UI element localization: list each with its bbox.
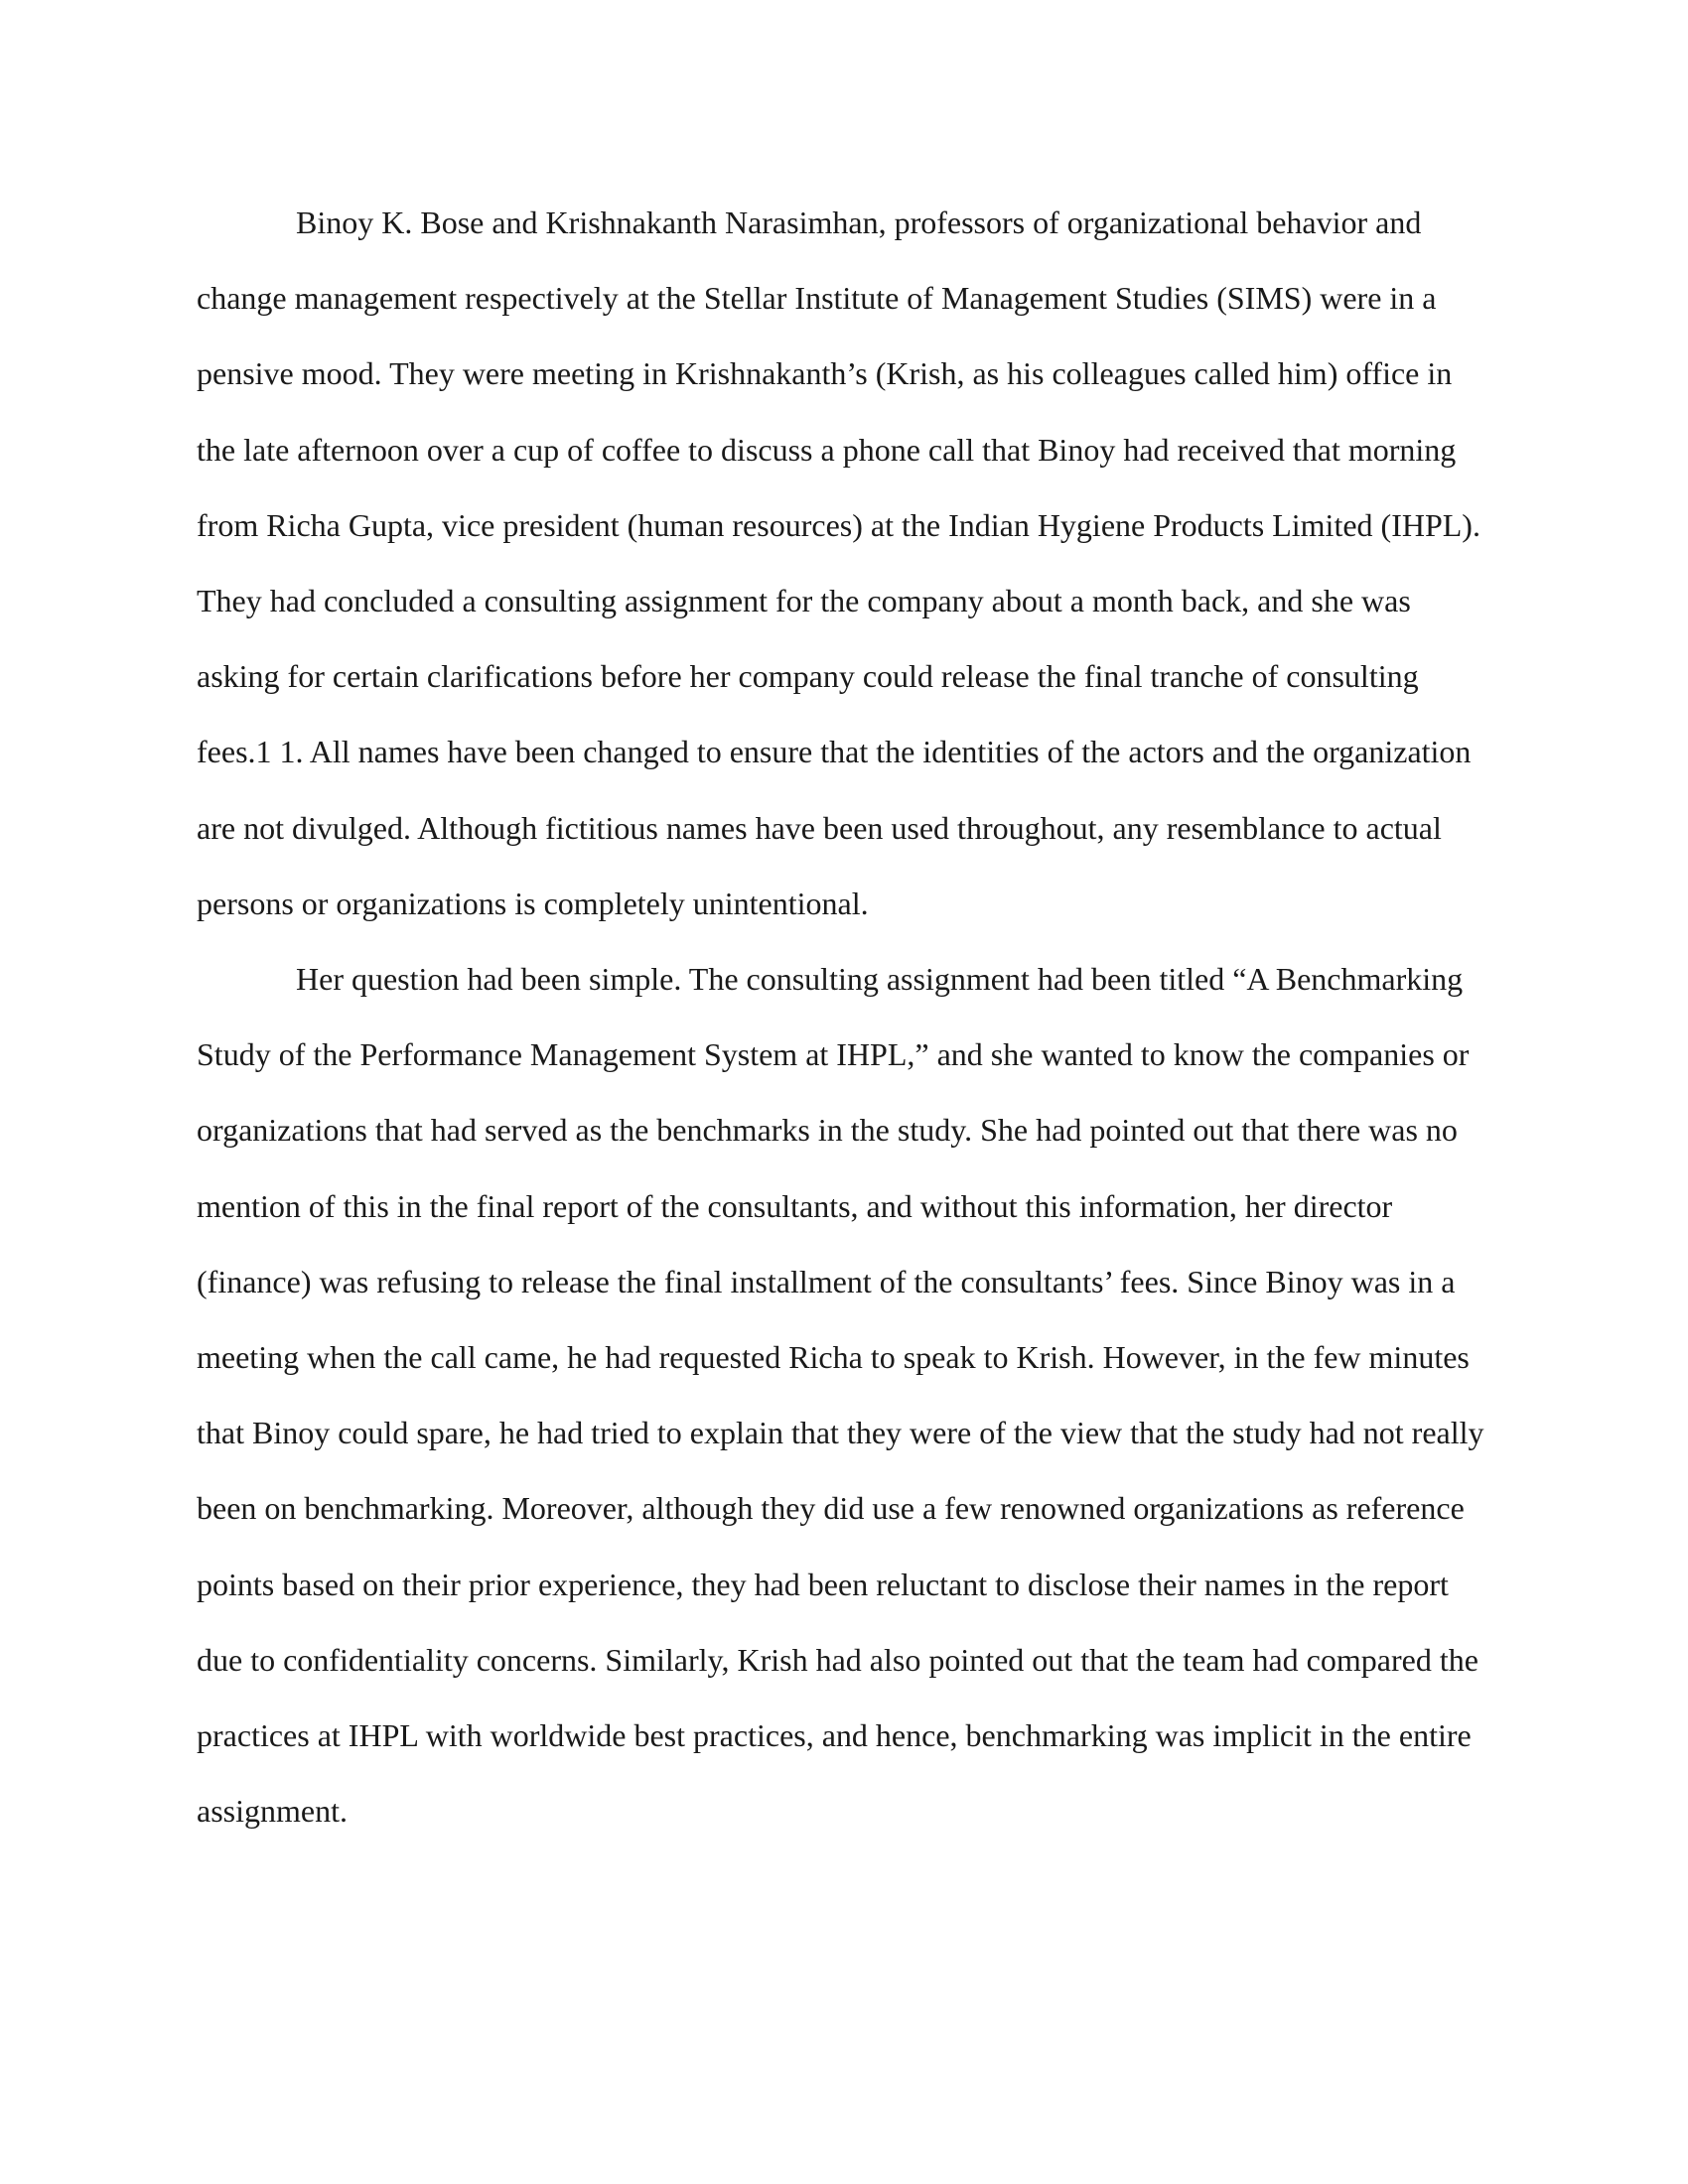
paragraph-1: Binoy K. Bose and Krishnakanth Narasimhan, professors of organizational behavior and change management respectively at the Stellar Institute of Management Studies (SIMS) were in a pensive mood. They were meeting in Krishnakanth’s (Krish, as his colleagues called him) office in the late afternoon over a cup of coffee to discuss a phone call that Binoy had received that morning from Richa Gupta, vice president (human resources) at the Indian Hygiene Products Limited (IHPL). They had concluded a consulting assignment for the company about a month back, and she was asking for certain clarifications before her company could release the final tranche of consulting fees.1 1. All names have been changed to ensure that the identities of the actors and the organization are not divulged. Although fictitious names have been used throughout, any resemblance to actual persons or organizations is completely unintentional. [197,205,1480,921]
paragraph-2: Her question had been simple. The consulting assignment had been titled “A Benchmarking Study of the Performance Management System at IHPL,” and she wanted to know the companies or organizations that had served as the benchmarks in the study. She had pointed out that there was no mention of this in the final report of the consultants, and without this information, her director (finance) was refusing to release the final installment of the consultants’ fees. Since Binoy was in a meeting when the call came, he had requested Richa to speak to Krish. However, in the few minutes that Binoy could spare, he had tried to explain that they were of the view that the study had not really been on benchmarking. Moreover, although they did use a few renowned organizations as reference points based on their prior experience, they had been reluctant to disclose their names in the report due to confidentiality concerns. Similarly, Krish had also pointed out that the team had compared the practices at IHPL with worldwide best practices, and hence, benchmarking was implicit in the entire assignment. [197,961,1484,1830]
body-text [197,185,1492,1848]
